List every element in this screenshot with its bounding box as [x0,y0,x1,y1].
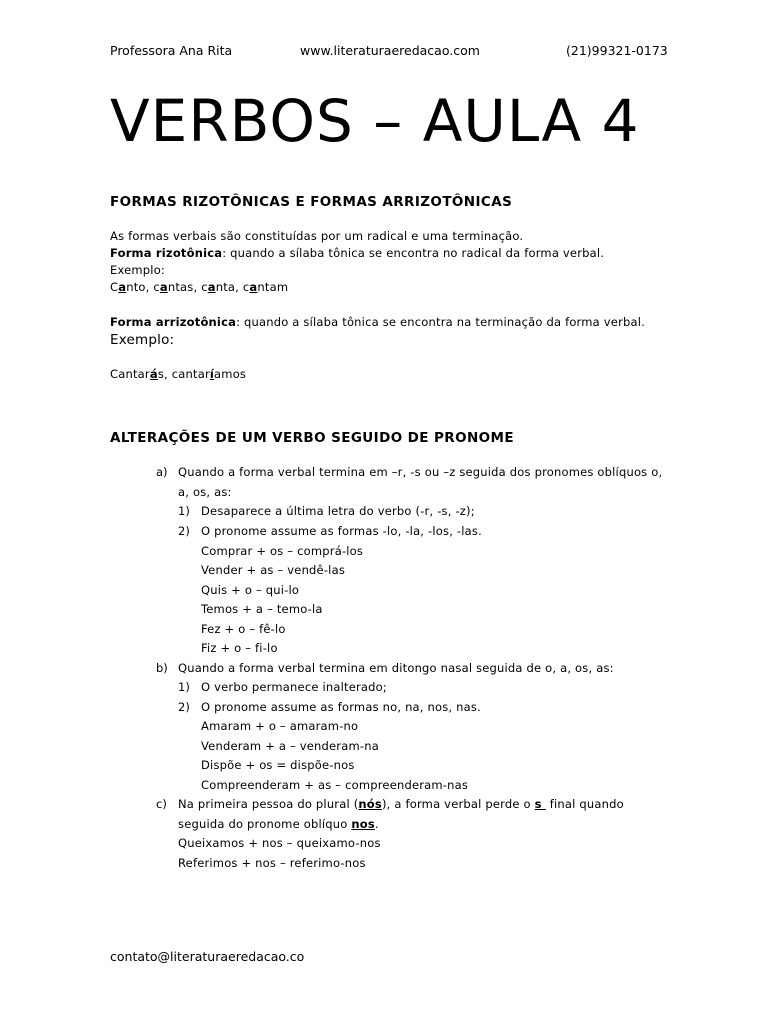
arrizotonica-examples [110,367,246,381]
example-line: Compreenderam + as – compreenderam-nas [201,778,469,792]
header-phone: (21)99321-0173 [566,43,668,58]
section-heading-formas: FORMAS RIZOTÔNICAS E FORMAS ARRIZOTÔNICAS [110,194,513,210]
example-line: Queixamos + nos – queixamo-nos [178,836,381,850]
example-word: cantam [242,280,289,294]
page-title: VERBOS – AULA 4 [110,87,640,155]
example-line: Venderam + a – venderam-na [201,739,379,753]
footer-email: contato@literaturaeredacao.co [110,949,305,964]
intro-text: As formas verbais são constituídas por um radical e uma terminação. [110,229,524,243]
item-a1-text: Desaparece a última letra do verbo (-r, -s, -z); [201,504,475,518]
example-line: Quis + o – qui-lo [201,583,300,597]
arrizotonica-definition-text: : quando a sílaba tônica se encontra na terminação da forma verbal. [236,315,645,329]
arrizotonica-definition [110,315,645,329]
example-line: Temos + a – temo-la [201,602,323,616]
example-word: Canto, [110,280,154,294]
example-word: canta, [201,280,243,294]
item-a-line1: Quando a forma verbal termina em –r, -s ou –z seguida dos pronomes oblíquos o, [178,465,663,479]
example-word: Cantarás, [110,367,172,381]
example-line: Dispõe + os = dispõe-nos [201,758,355,772]
example-line: Comprar + os – comprá-los [201,544,364,558]
emphasis-nos-pronoun: nos [351,817,375,831]
rizotonica-example-label: Exemplo: [110,263,166,277]
emphasis-nos: nós [358,797,382,811]
example-line: Vender + as – vendê-las [201,563,346,577]
example-line: Referimos + nos – referimo-nos [178,856,366,870]
rizotonica-definition-text: : quando a sílaba tônica se encontra no radical da forma verbal. [222,246,605,260]
arrizotonica-term: Forma arrizotônica [110,315,237,329]
example-line: Amaram + o – amaram-no [201,719,359,733]
item-a-line2: a, os, as: [178,485,232,499]
section-heading-alteracoes: ALTERAÇÕES DE UM VERBO SEGUIDO DE PRONOME [110,430,514,446]
list-marker-a2: 2) [178,524,190,538]
rizotonica-term: Forma rizotônica [110,246,223,260]
item-c-line2: seguida do pronome oblíquo nos. [178,817,379,831]
rizotonica-definition [110,246,604,260]
item-a2-text: O pronome assume as formas -lo, -la, -los, -las. [201,524,482,538]
example-line: Fiz + o – fi-lo [201,641,278,655]
list-marker-c: c) [156,797,167,811]
example-word: cantaríamos [171,367,247,381]
list-marker-a: a) [156,465,168,479]
emphasis-s: s [534,797,546,811]
arrizotonica-example-label: Exemplo: [110,332,175,348]
item-b1-text: O verbo permanece inalterado; [201,680,387,694]
item-b2-text: O pronome assume as formas no, na, nos, nas. [201,700,481,714]
list-marker-b1: 1) [178,680,190,694]
example-line: Fez + o – fê-lo [201,622,286,636]
header-author: Professora Ana Rita [110,43,233,58]
example-word: cantas, [153,280,202,294]
item-c-line1: Na primeira pessoa do plural (nós), a forma verbal perde o s final quando [178,797,624,811]
list-marker-b: b) [156,661,168,675]
list-marker-b2: 2) [178,700,190,714]
header-website: www.literaturaeredacao.com [300,43,480,58]
list-marker-a1: 1) [178,504,190,518]
item-b-line1: Quando a forma verbal termina em ditongo nasal seguida de o, a, os, as: [178,661,614,675]
rizotonica-examples [110,280,288,294]
